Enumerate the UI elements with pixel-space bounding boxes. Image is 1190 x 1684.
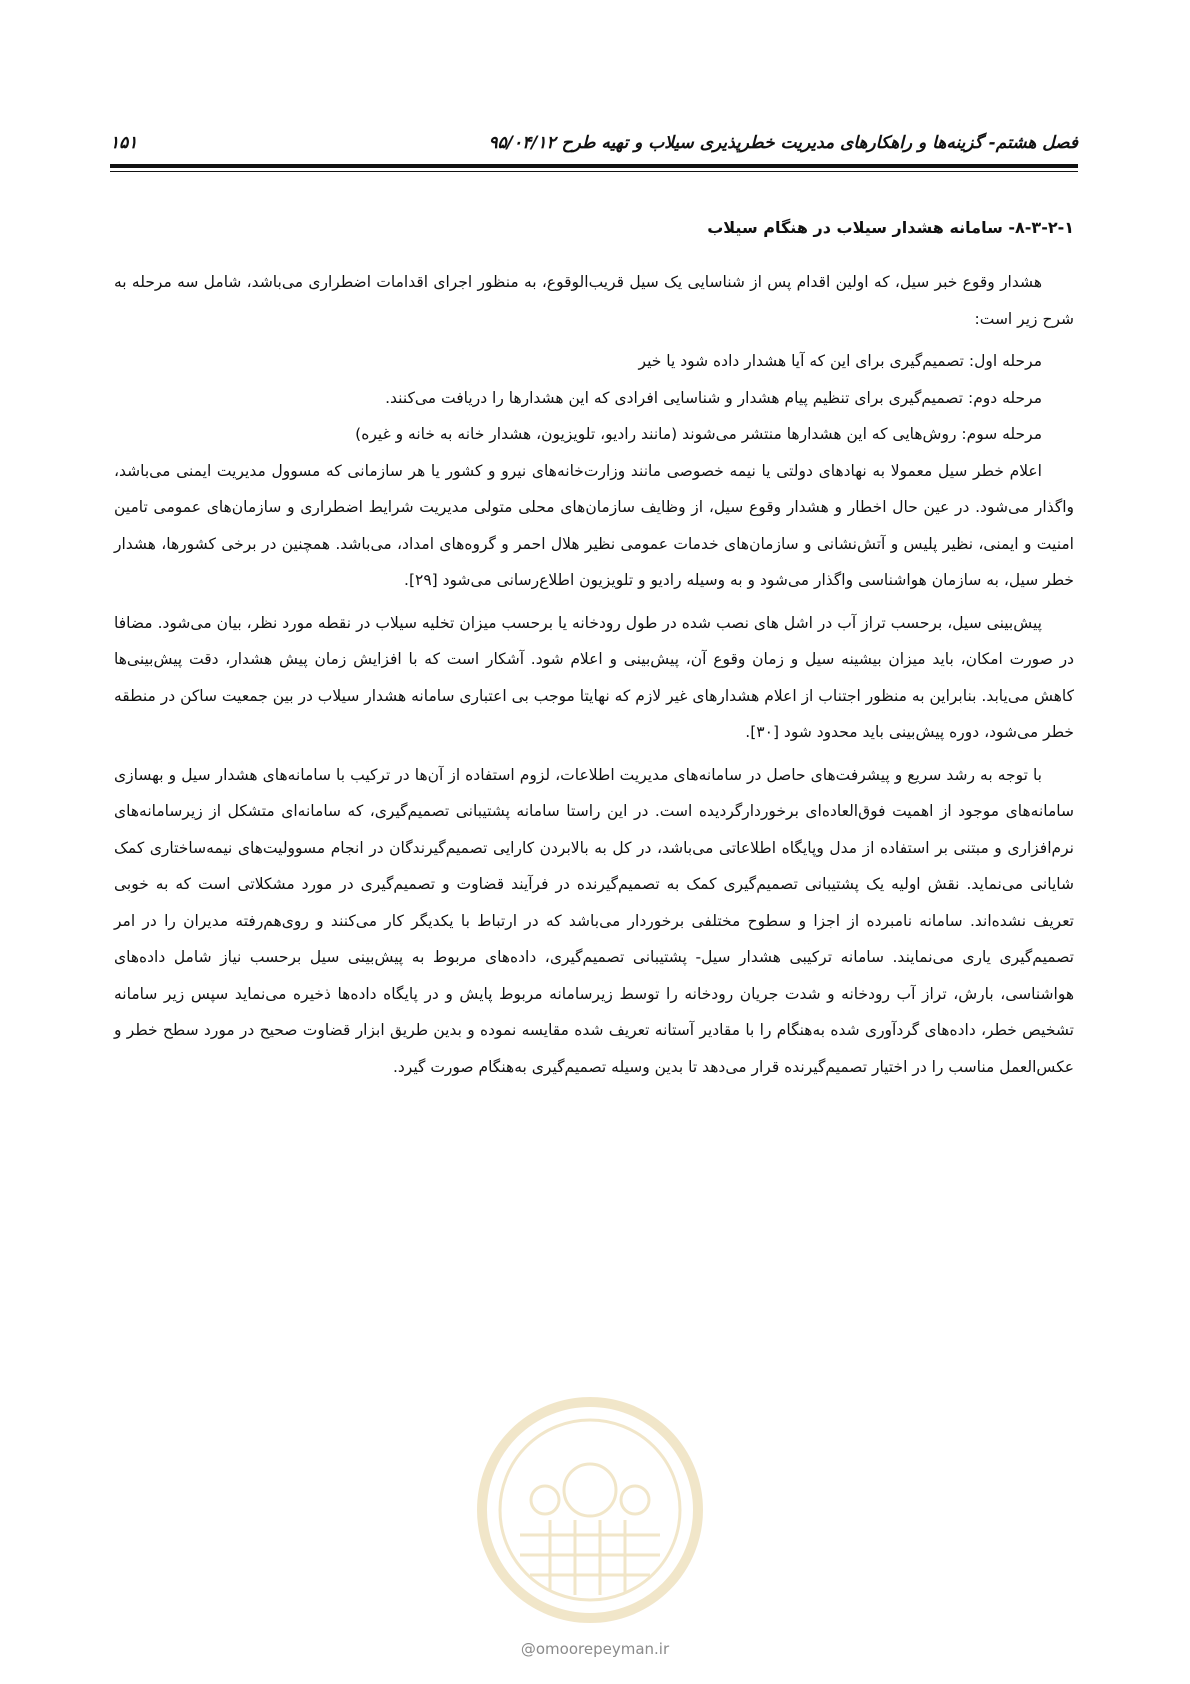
section-heading: ۸-۳-۲-۱- سامانه هشدار سیلاب در هنگام سیلاب	[707, 218, 1074, 237]
paragraph-flood-forecasting: پیش‌بینی سیل، برحسب تراز آب در اشل های نصب شده در طول رودخانه یا برحسب میزان تخلیه سیلاب در نقطه مورد نظر، بیان می‌شود. مضافا در صورت امکان، باید میزان بیشینه سیل و زمان وقوع آن، پیش‌بینی و اعلام شود. آشکار است که با افزایش زمان پیش هشدار، دقت پیش‌بینی‌ها کاهش می‌یابد. بنابراین به منظور اجتناب از اعلام هشدارهای غیر لازم که نهایتا موجب بی اعتباری سامانه هشدار سیلاب در بین جمعیت ساکن در منطقه خطر می‌شود، دوره پیش‌بینی باید محدود شود [۳۰].	[114, 613, 1074, 741]
document-body	[114, 214, 1074, 1091]
stage-three: مرحله سوم: روش‌هایی که این هشدارها منتشر می‌شوند (مانند رادیو، تلویزیون، هشدار خانه به خانه و غیره)	[355, 425, 1042, 443]
stage-two: مرحله دوم: تصمیم‌گیری برای تنظیم پیام هشدار و شناسایی افرادی که این هشدارها را دریافت می‌کنند.	[385, 388, 1042, 407]
header-rule-thick	[110, 164, 1078, 168]
page-header	[110, 128, 1078, 158]
watermark-seal-icon	[475, 1395, 705, 1625]
intro-paragraph: هشدار وقوع خبر سیل، که اولین اقدام پس از شناسایی یک سیل قریب‌الوقوع، به منظور اجرای اقدامات اضطراری می‌باشد، شامل سه مرحله به شرح زیر است:	[114, 273, 1074, 328]
chapter-title: فصل هشتم- گزینه‌ها و راهکارهای مدیریت خطرپذیری سیلاب و تهیه طرح ۹۵/۰۴/۱۲	[488, 133, 1078, 153]
paragraph-flood-warning-agencies: اعلام خطر سیل معمولا به نهادهای دولتی یا نیمه خصوصی مانند وزارت‌خانه‌های نیرو و کشور یا هر سازمانی که مسوول مدیریت ایمنی می‌باشد، واگذار می‌شود. در عین حال اخطار و هشدار وقوع سیل، از وظایف سازمان‌های محلی متولی مدیریت شرایط اضطراری و سازمان‌های عمومی تامین امنیت و ایمنی، نظیر پلیس و آتش‌نشانی و سازمان‌های خدمات عمومی نظیر هلال احمر و گروه‌های امداد، می‌باشد. همچنین در برخی کشورها، هشدار خطر سیل، به سازمان هواشناسی واگذار می‌شود و به وسیله رادیو و تلویزیون اطلاع‌رسانی می‌شود [۲۹].	[114, 461, 1074, 589]
stage-one: مرحله اول: تصمیم‌گیری برای این که آیا هشدار داده شود یا خیر	[638, 352, 1042, 370]
header-rule-thin	[110, 171, 1078, 172]
watermark-site-label: @omoorepeyman.ir	[520, 1640, 670, 1658]
page-number: ۱۵۱	[110, 133, 138, 153]
paragraph-decision-support: با توجه به رشد سریع و پیشرفت‌های حاصل در سامانه‌های مدیریت اطلاعات، لزوم استفاده از آن‌ها در ترکیب با سامانه‌های هشدار سیل و بهسازی سامانه‌های موجود از اهمیت فوق‌العاده‌ای برخوردارگردیده است. در این راستا سامانه پشتیبانی تصمیم‌گیری، که سامانه‌ای متشکل از زیرسامانه‌های نرم‌افزاری و مبتنی بر استفاده از مدل وپایگاه اطلاعاتی می‌باشد، در کل به بالابردن کارایی تصمیم‌گیرندگان در انجام مسوولیت‌های نیمه‌ساختاری کمک شایانی می‌نماید. نقش اولیه یک پشتیبانی تصمیم‌گیری کمک به تصمیم‌گیرنده در فرآیند قضاوت و تصمیم‌گیری در مورد مشکلاتی است که به خوبی تعریف نشده‌اند. سامانه نامبرده از اجزا و سطوح مختلفی برخوردار می‌باشد که در ارتباط با یکدیگر کار می‌کنند و روی‌هم‌رفته مدیران را در امر تصمیم‌گیری یاری می‌نمایند. سامانه ترکیبی هشدار سیل- پشتیبانی تصمیم‌گیری، داده‌های مربوط به پیش‌بینی سیل برحسب نیاز شامل داده‌های هواشناسی، بارش، تراز آب رودخانه و شدت جریان رودخانه را توسط زیرسامانه مربوط پایش و در پایگاه داده‌ها ذخیره می‌نماید سپس زیر سامانه تشخیص خطر، داده‌های گردآوری شده به‌هنگام را با مقادیر آستانه تعریف شده مقایسه نموده و بدین طریق ابزار قضاوت صحیح در مورد سطح خطر و عکس‌العمل مناسب را در اختیار تصمیم‌گیرنده قرار می‌دهد تا بدین وسیله تصمیم‌گیری به‌هنگام صورت گیرد.	[114, 765, 1074, 1076]
